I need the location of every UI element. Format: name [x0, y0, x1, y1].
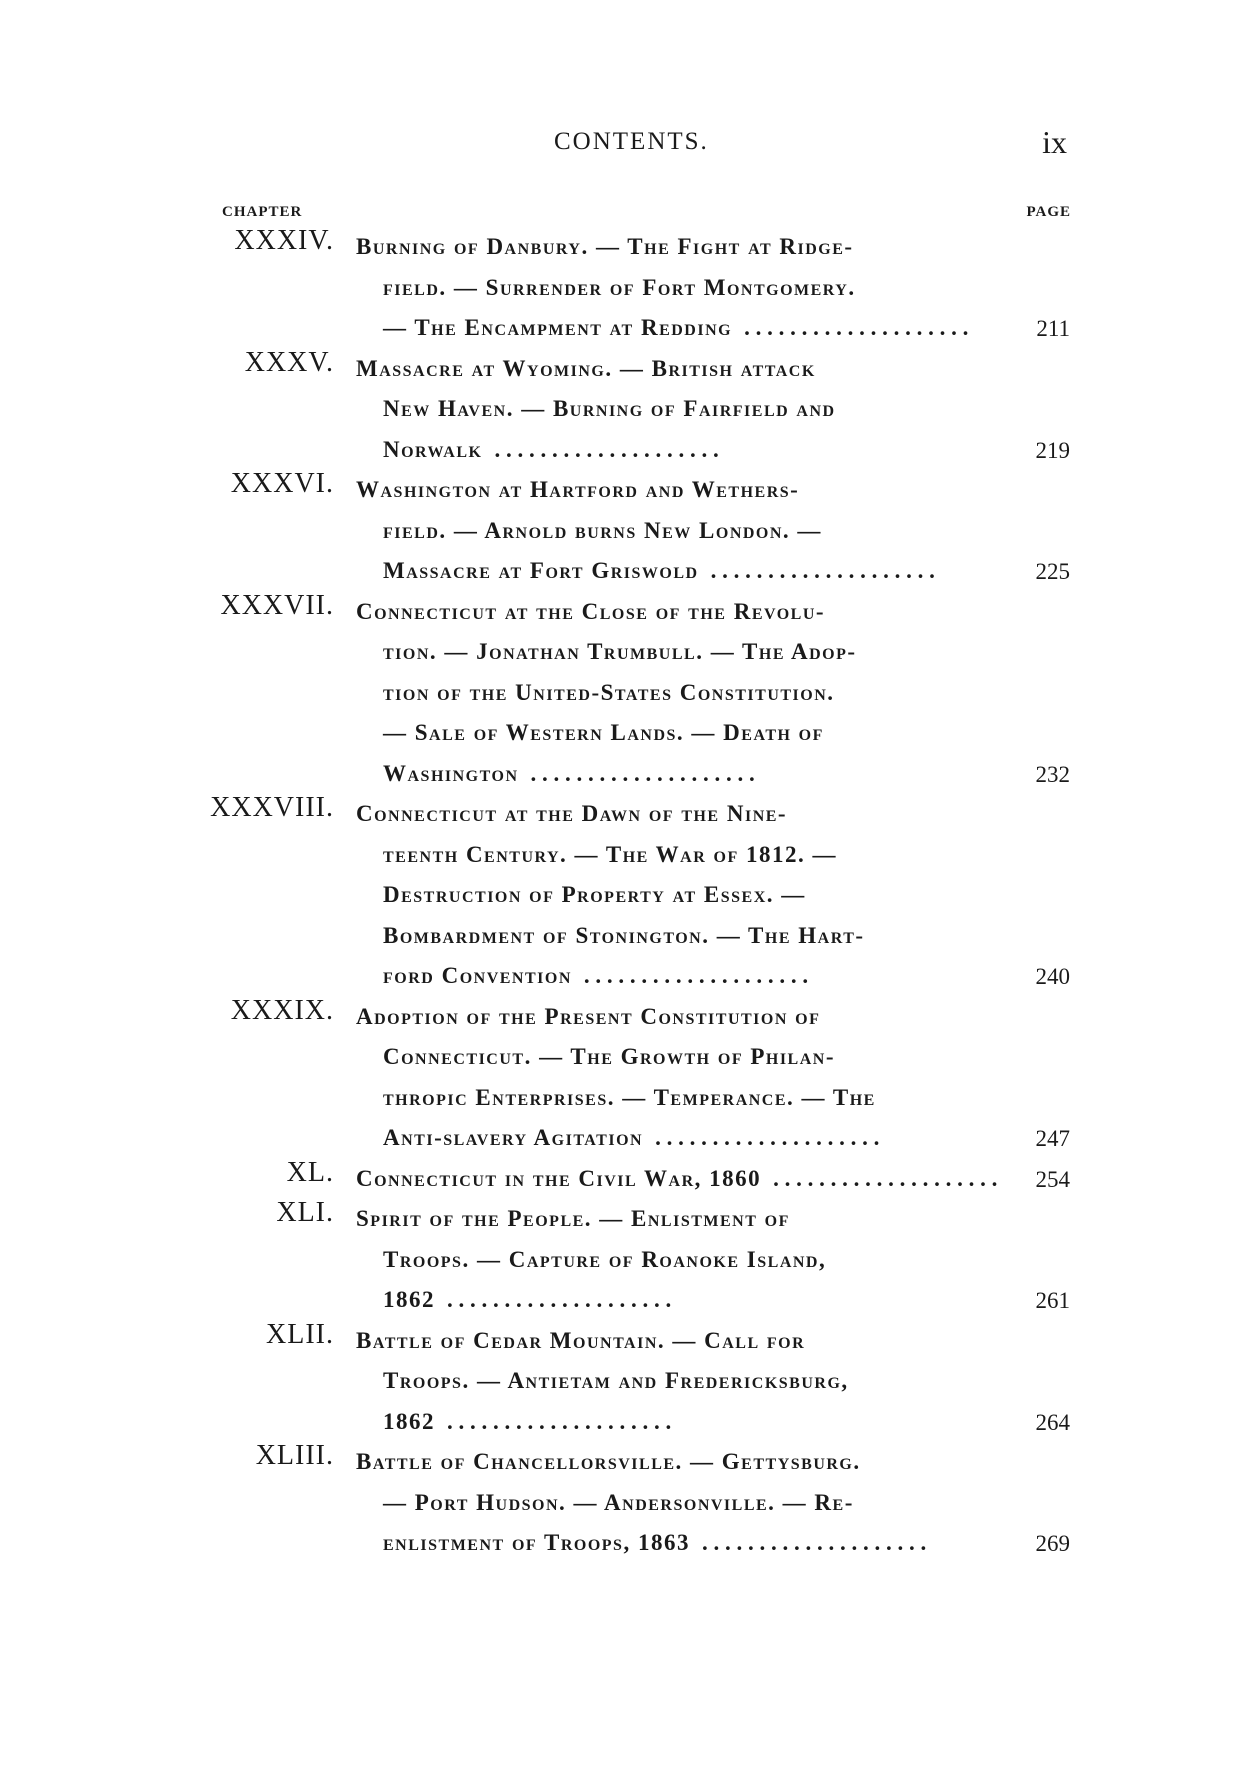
chapter-title [356, 997, 1066, 1159]
chapter-number: XXXVI. [230, 468, 334, 499]
toc-entry [0, 1199, 1259, 1321]
toc-entry [0, 227, 1259, 349]
chapter-title-line [356, 1402, 1066, 1443]
line-text: Battle of Chancellorsville. — Gettysburg. [356, 1449, 861, 1474]
chapter-title-line [356, 713, 1066, 754]
chapter-title-line [356, 1199, 1066, 1240]
chapter-title-line [356, 511, 1066, 552]
line-text: Massacre at Wyoming. — British attack [356, 355, 816, 381]
line-text: 1862 [383, 1287, 435, 1312]
chapter-number: XXXV. [244, 346, 334, 378]
line-text: Troops. — Antietam and Fredericksburg, [383, 1368, 849, 1393]
chapter-title-line [356, 835, 1066, 876]
chapter-title-line [356, 592, 1066, 633]
chapter-title [356, 1199, 1066, 1321]
chapter-title-line [356, 1037, 1066, 1078]
line-text: enlistment of Troops, 1863 [383, 1530, 690, 1555]
toc-entry [0, 1318, 1259, 1443]
line-text: field. — Arnold burns New London. — [383, 517, 822, 543]
toc-entry [0, 1156, 1259, 1200]
chapter-title-line [356, 1240, 1066, 1281]
line-text: field. — Surrender of Fort Montgomery. [383, 274, 856, 300]
chapter-title [356, 227, 1066, 349]
chapter-title [356, 1442, 1066, 1564]
chapter-title-line [356, 875, 1066, 916]
dot-leader: . . . . . . . . . . . . . . . . . . . . [447, 1287, 672, 1312]
dot-leader: . . . . . . . . . . . . . . . . . . . . [494, 436, 719, 462]
page-title: CONTENTS. [554, 128, 709, 155]
toc-entry [0, 589, 1259, 795]
running-head [0, 124, 1259, 168]
chapter-title-line [356, 349, 1066, 390]
line-text: Battle of Cedar Mountain. — Call for [356, 1327, 806, 1353]
dot-leader: . . . . . . . . . . . . . . . . . . . . [744, 315, 969, 340]
line-text: Connecticut at the Close of the Revolu- [356, 598, 826, 624]
toc-entry [0, 794, 1259, 997]
chapter-title-line [356, 1442, 1066, 1483]
page-reference: 225 [1035, 559, 1070, 584]
toc-entry [0, 346, 1259, 471]
page-reference: 261 [1035, 1288, 1070, 1313]
chapter-title-line [356, 632, 1066, 673]
chapter-title-line [356, 1321, 1066, 1362]
chapter-title-line [356, 1483, 1066, 1524]
line-text: Adoption of the Present Constitution of [356, 1003, 821, 1029]
chapter-number: XXXVII. [220, 589, 334, 621]
page-reference: 264 [1035, 1409, 1070, 1435]
chapter-title-line [356, 1523, 1066, 1564]
chapter-title-line [356, 1280, 1066, 1321]
toc-entry [0, 994, 1259, 1159]
chapter-column-heading: CHAPTER [222, 204, 303, 220]
chapter-title [356, 592, 1066, 795]
dot-leader: . . . . . . . . . . . . . . . . . . . . [701, 1530, 927, 1555]
chapter-title [356, 349, 1066, 471]
chapter-number: XLII. [266, 1318, 334, 1350]
chapter-title-line [356, 1078, 1066, 1119]
chapter-title-line [356, 551, 1066, 592]
chapter-number: XXXIX. [230, 994, 334, 1026]
line-text: New Haven. — Burning of Fairfield and [383, 396, 836, 421]
line-text: — The Encampment at Redding [383, 315, 733, 340]
chapter-title [356, 794, 1066, 997]
chapter-title-line [356, 1361, 1066, 1402]
chapter-title-line [356, 956, 1066, 997]
page-reference: 211 [1036, 316, 1070, 341]
page-column-heading: PAGE [1026, 204, 1071, 220]
chapter-title-line [356, 430, 1066, 471]
line-text: tion. — Jonathan Trumbull. — The Adop- [383, 639, 857, 664]
line-text: Troops. — Capture of Roanoke Island, [383, 1246, 827, 1272]
chapter-title-line [356, 1159, 1066, 1200]
chapter-number: XXXVIII. [210, 792, 334, 823]
line-text: Bombardment of Stonington. — The Hart- [383, 922, 865, 948]
chapter-title-line [356, 997, 1066, 1038]
toc-entry [0, 1442, 1259, 1564]
chapter-title-line [356, 794, 1066, 835]
chapter-title [356, 1321, 1066, 1443]
page-number: ix [1042, 124, 1067, 160]
chapter-title-line [356, 470, 1066, 511]
page-reference: 254 [1035, 1166, 1070, 1192]
chapter-title-line [356, 754, 1066, 795]
chapter-title-line [356, 389, 1066, 430]
chapter-title-line [356, 308, 1066, 349]
line-text: tion of the United-States Constitution. [383, 679, 835, 705]
chapter-title-line [356, 673, 1066, 714]
line-text: Destruction of Property at Essex. — [383, 882, 806, 907]
dot-leader: . . . . . . . . . . . . . . . . . . . . [655, 1125, 880, 1150]
page-reference: 269 [1035, 1531, 1070, 1556]
chapter-title [356, 470, 1066, 592]
dot-leader: . . . . . . . . . . . . . . . . . . . . [710, 558, 935, 583]
line-text: Norwalk [383, 436, 483, 462]
line-text: Washington [383, 760, 519, 786]
dot-leader: . . . . . . . . . . . . . . . . . . . . [773, 1165, 998, 1191]
page-reference: 240 [1035, 964, 1070, 989]
chapter-title-line [356, 916, 1066, 957]
chapter-title-line [356, 1118, 1066, 1159]
line-text: Spirit of the People. — Enlistment of [356, 1206, 790, 1231]
chapter-title-line [356, 227, 1066, 268]
chapter-title [356, 1159, 1066, 1200]
chapter-number: XLIII. [255, 1440, 334, 1471]
line-text: — Port Hudson. — Andersonville. — Re- [383, 1489, 854, 1515]
line-text: — Sale of Western Lands. — Death of [383, 720, 824, 745]
page-reference: 232 [1035, 761, 1070, 787]
line-text: Washington at Hartford and Wethers- [356, 477, 800, 502]
line-text: thropic Enterprises. — Temperance. — The [383, 1084, 876, 1110]
line-text: Burning of Danbury. — The Fight at Ridge- [356, 234, 854, 259]
chapter-title-line [356, 268, 1066, 309]
line-text: Massacre at Fort Griswold [383, 558, 699, 583]
dot-leader: . . . . . . . . . . . . . . . . . . . . [530, 760, 755, 786]
line-text: Connecticut at the Dawn of the Nine- [356, 801, 788, 826]
page-reference: 247 [1035, 1126, 1070, 1151]
line-text: teenth Century. — The War of 1812. — [383, 841, 838, 867]
chapter-number: XXXIV. [234, 225, 334, 256]
line-text: 1862 [383, 1408, 435, 1434]
line-text: Connecticut in the Civil War, 1860 [356, 1165, 762, 1191]
line-text: Anti-slavery Agitation [383, 1125, 644, 1150]
toc-entry [0, 470, 1259, 592]
page-reference: 219 [1035, 437, 1070, 463]
dot-leader: . . . . . . . . . . . . . . . . . . . . [583, 963, 809, 988]
line-text: Connecticut. — The Growth of Philan- [383, 1044, 836, 1069]
dot-leader: . . . . . . . . . . . . . . . . . . . . [447, 1408, 672, 1434]
chapter-number: XL. [286, 1156, 334, 1188]
line-text: ford Convention [383, 963, 572, 988]
chapter-number: XLI. [276, 1197, 334, 1228]
